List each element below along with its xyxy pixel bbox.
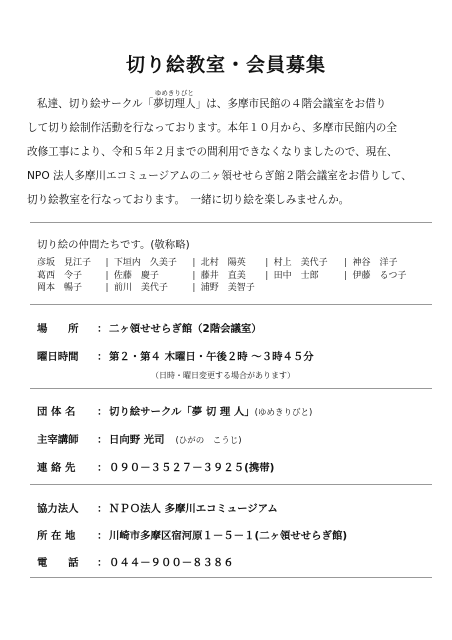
members-list: [37, 255, 415, 293]
contact-label: 連 絡 先: [37, 462, 76, 474]
members-row: 岡本 暢子 | 前川 美代子 | 浦野 美智子: [37, 280, 415, 293]
member-name: 岡本 暢子: [37, 283, 83, 293]
member-name: 前川 美代子: [113, 283, 168, 293]
contact-note: (携帯): [244, 462, 275, 474]
venue-place-row: 場 所 ： 二ヶ領せせらぎ館（2階会議室）: [37, 320, 262, 335]
member-name: 伊藤 るつ子: [352, 270, 407, 281]
tel-label: 電 話: [37, 557, 79, 569]
group-name-row: 団 体 名 ： 切り絵サークル「夢 切 理 人」(ゆめきりびと): [37, 403, 312, 418]
members-row: 彦坂 見江子 | 下垣内 久美子 | 北村 陽英 | 村上 美代子 | 神谷 洋子: [37, 255, 415, 268]
tel-row: 電 話 ： ０４４－９００－８３８６: [37, 554, 234, 569]
venue-place-value: 二ヶ領せせらぎ館（2階会議室）: [109, 323, 262, 335]
intro-line: 私達、切り絵サークル「 ゆめきりびと 夢切理人」は、多摩市民館の４階会議室をお借り: [37, 97, 432, 121]
venue-time-row: 曜日時間 ： 第２・第４ 木曜日・午後２時 ～３時４５分: [37, 348, 314, 363]
member-name: 藤井 直美: [200, 270, 246, 281]
members-heading: 切り絵の仲間たちです。(敬称略): [37, 239, 190, 251]
member-name: 葛西 令子: [37, 270, 83, 281]
venue-place-label: 場 所: [37, 323, 79, 335]
tel-value: ０４４－９００－８３８６: [109, 557, 234, 569]
address-value: 川崎市多摩区宿河原１－５－１(二ヶ領せせらぎ館): [109, 530, 348, 542]
member-name: 下垣内 久美子: [113, 258, 177, 268]
intro-line: 切り絵教室を行なっております。 一緒に切り絵を楽しみませんか。: [27, 194, 350, 206]
instructor-value: 日向野 光司: [109, 434, 165, 446]
member-name: 村上 美代子: [273, 258, 328, 268]
address-row: 所 在 地 ： 川崎市多摩区宿河原１－５－１(二ヶ領せせらぎ館): [37, 527, 347, 542]
coop-row: 協力法人 ： ＮＰＯ法人 多摩川エコミュージアム: [37, 500, 278, 515]
venue-time-value: 第２・第４ 木曜日・午後２時 ～３時４５分: [109, 351, 314, 363]
intro-line: 改修工事により、令和５年２月までの間利用できなくなりましたので、現在、: [27, 146, 398, 158]
divider: [30, 484, 432, 485]
divider: [30, 577, 432, 578]
member-name: 北村 陽英: [200, 258, 246, 268]
instructor-label: 主宰講師: [37, 434, 79, 446]
group-name-reading: (ゆめきりびと): [254, 408, 313, 418]
member-name: 佐藤 慶子: [113, 270, 159, 281]
intro-line: して切り絵制作活動を行なっております。本年１０月から、多摩市民館内の全: [27, 122, 397, 134]
member-name: 浦野 美智子: [200, 283, 255, 293]
circle-name: ゆめきりびと 夢切理人: [153, 97, 195, 111]
intro-paragraph: [27, 89, 432, 217]
contact-phone: ０９０－３５２７－３９２５: [109, 462, 245, 474]
flyer-title: 切り絵教室・会員募集: [125, 54, 326, 76]
contact-row: 連 絡 先 ： ０９０－３５２７－３９２５(携帯): [37, 459, 274, 474]
divider: [30, 388, 432, 389]
instructor-row: 主宰講師 ： 日向野 光司 (ひがの こうじ): [37, 431, 242, 446]
member-name: 彦坂 見江子: [37, 258, 92, 268]
intro-line: NPO 法人多摩川エコミュージアムの二ヶ領せせらぎ館２階会議室をお借りして、: [27, 170, 412, 182]
member-name: 田中 士郎: [273, 270, 319, 281]
circle-name-ruby: ゆめきりびと: [154, 89, 194, 97]
instructor-reading: (ひがの こうじ): [175, 436, 242, 446]
members-row: 葛西 令子 | 佐藤 慶子 | 藤井 直美 | 田中 士郎 | 伊藤 るつ子: [37, 268, 415, 281]
group-name-value: 切り絵サークル「夢 切 理 人」: [109, 406, 255, 418]
divider: [30, 222, 432, 223]
address-label: 所 在 地: [37, 530, 76, 542]
group-name-label: 団 体 名: [37, 406, 76, 418]
divider: [30, 304, 432, 305]
coop-label: 協力法人: [37, 503, 79, 515]
venue-time-note: （日時・曜日変更する場合があります）: [151, 371, 295, 380]
coop-value: ＮＰＯ法人 多摩川エコミュージアム: [109, 503, 278, 515]
member-name: 神谷 洋子: [352, 258, 398, 268]
venue-time-label: 曜日時間: [37, 351, 79, 363]
